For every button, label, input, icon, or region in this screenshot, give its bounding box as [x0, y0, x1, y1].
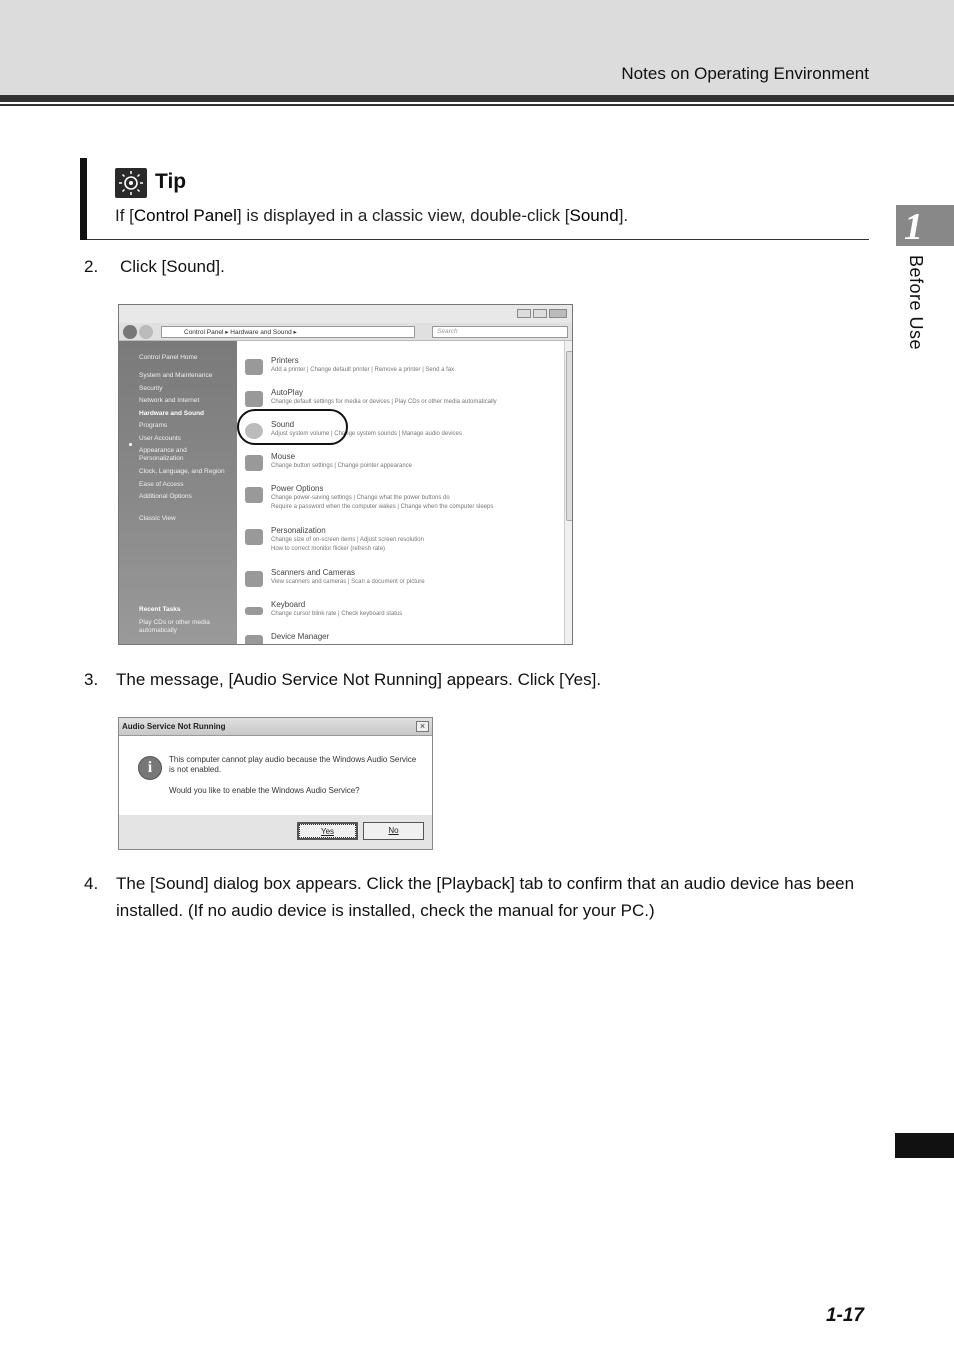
header-rule [0, 95, 954, 102]
dialog-message: This computer cannot play audio because the Windows Audio Service is not enabled. [169, 755, 417, 774]
device-manager-icon [245, 635, 263, 645]
cp-sidebar-item: System and Maintenance [139, 372, 213, 379]
cp-category-links: Change button settings | Change pointer appearance [271, 463, 412, 469]
chapter-tab [896, 205, 954, 246]
cp-sidebar-item: Hardware and Sound [139, 410, 205, 417]
tip-text-part: ]. [618, 206, 629, 225]
cp-category [237, 632, 564, 645]
forward-arrow-icon [139, 325, 153, 339]
cp-category-title: Personalization [271, 526, 326, 535]
cp-main-pane [237, 341, 564, 645]
step-number: 2. [84, 257, 99, 276]
tip-title: Tip [155, 170, 187, 193]
dialog-title: Audio Service Not Running [122, 722, 226, 731]
close-icon: × [416, 721, 429, 732]
power-icon [245, 487, 263, 503]
keyboard-icon [245, 607, 263, 615]
cp-address-bar: Control Panel ▸ Hardware and Sound ▸ [161, 326, 415, 338]
chapter-side-label: Before Use [906, 255, 926, 351]
tip-control-panel-term: Control Panel [133, 206, 237, 225]
audio-service-dialog-screenshot [118, 717, 433, 850]
cp-category-title: Device Manager [271, 632, 330, 641]
cp-sidebar-item: Network and Internet [139, 397, 200, 404]
cp-navbar [119, 323, 572, 341]
tip-bar [80, 158, 87, 240]
cp-category-links: Change default settings for media or devices | Play CDs or other media automatically [271, 399, 497, 405]
cp-sidebar-item: Appearance and Personalization [139, 447, 187, 462]
cp-category-title: Keyboard [271, 600, 306, 609]
cp-sidebar-item: Clock, Language, and Region [139, 468, 225, 475]
step-number: 3. [84, 670, 99, 689]
chapter-number: 1 [904, 206, 923, 248]
cp-sidebar-item: Play CDs or other media automatically [139, 619, 210, 634]
cp-category-links: View scanners and cameras | Scan a document or picture [271, 579, 425, 585]
cp-category [237, 452, 564, 482]
scanner-icon [245, 571, 263, 587]
sound-highlight-circle [237, 409, 348, 445]
cp-category [237, 356, 564, 386]
step-text: The [Sound] dialog box appears. Click the [Playback] tab to confirm that an audio device has been installed. (If no audio device is installed, check the manual for your PC.) [116, 874, 855, 920]
lightbulb-icon [115, 168, 147, 198]
back-arrow-icon [123, 325, 137, 339]
cp-sidebar-item: Control Panel Home [139, 354, 198, 361]
cp-category-links: How to correct monitor flicker (refresh rate) [271, 546, 386, 552]
cp-category-links: Adjust system volume | Change system sounds | Manage audio devices [271, 431, 462, 437]
dialog-titlebar [119, 718, 432, 736]
cp-titlebar [119, 305, 572, 323]
step-number: 4. [84, 874, 99, 893]
personalization-icon [245, 529, 263, 545]
cp-category-title: Power Options [271, 484, 324, 493]
autoplay-icon [245, 391, 263, 407]
info-icon: i [138, 756, 162, 780]
tip-sound-term: Sound [569, 206, 619, 225]
cp-scrollbar [564, 341, 573, 645]
dialog-question: Would you like to enable the Windows Audio Service? [169, 786, 360, 795]
cp-category-links: Change power-saving settings | Change what the power buttons do [271, 495, 450, 501]
cp-category [237, 484, 564, 522]
thumb-index-marker [895, 1133, 954, 1158]
control-panel-screenshot [118, 304, 573, 645]
dialog-footer [119, 815, 432, 850]
cp-category-title: Printers [271, 356, 299, 365]
cp-sidebar-item: Ease of Access [139, 481, 184, 488]
maximize-icon [533, 309, 547, 318]
page-number: 1-17 [825, 1305, 864, 1326]
tip-text [115, 206, 628, 226]
tip-box [80, 158, 869, 240]
cp-sidebar-item: Programs [139, 422, 168, 429]
printer-icon [245, 359, 263, 375]
selected-bullet-icon [129, 443, 132, 446]
header-rule-thin [0, 104, 954, 106]
step-text: The message, [Audio Service Not Running] appears. Click [Yes]. [116, 670, 602, 689]
cp-category-title: AutoPlay [271, 388, 304, 397]
cp-category-links: Add a printer | Change default printer | Remove a printer | Send a fax [271, 367, 455, 373]
cp-category-links: Change cursor blink rate | Check keyboard status [271, 611, 403, 617]
cp-sidebar-heading: Recent Tasks [139, 606, 181, 613]
cp-sidebar-item: User Accounts [139, 435, 181, 442]
minimize-icon [517, 309, 531, 318]
cp-sidebar-item: Classic View [139, 515, 176, 522]
cp-category [237, 526, 564, 564]
cp-scrollbar-thumb [566, 351, 573, 521]
mouse-icon [245, 455, 263, 471]
cp-search-box: Search [432, 326, 568, 338]
yes-button [297, 822, 358, 840]
cp-sidebar-item: Additional Options [139, 493, 192, 500]
cp-sidebar [119, 341, 237, 645]
step-text: Click [Sound]. [120, 257, 225, 276]
cp-category-title: Scanners and Cameras [271, 568, 356, 577]
yes-button-label: Yes [320, 827, 335, 836]
cp-category-title: Mouse [271, 452, 296, 461]
cp-category [237, 568, 564, 598]
cp-category-links: Change size of on-screen items | Adjust screen resolution [271, 537, 424, 543]
tip-text-part: ] is displayed in a classic view, double-click [ [236, 206, 570, 225]
cp-category-title: Sound [271, 420, 295, 429]
running-header-title: Notes on Operating Environment [621, 64, 869, 83]
cp-category-links: Require a password when the computer wakes | Change when the computer sleeps [271, 504, 494, 510]
no-button [363, 822, 424, 840]
close-icon [549, 309, 567, 318]
cp-sidebar-item: Security [139, 385, 163, 392]
cp-category [237, 600, 564, 630]
no-button-label: No [388, 826, 399, 835]
tip-text-part: If [ [115, 206, 134, 225]
